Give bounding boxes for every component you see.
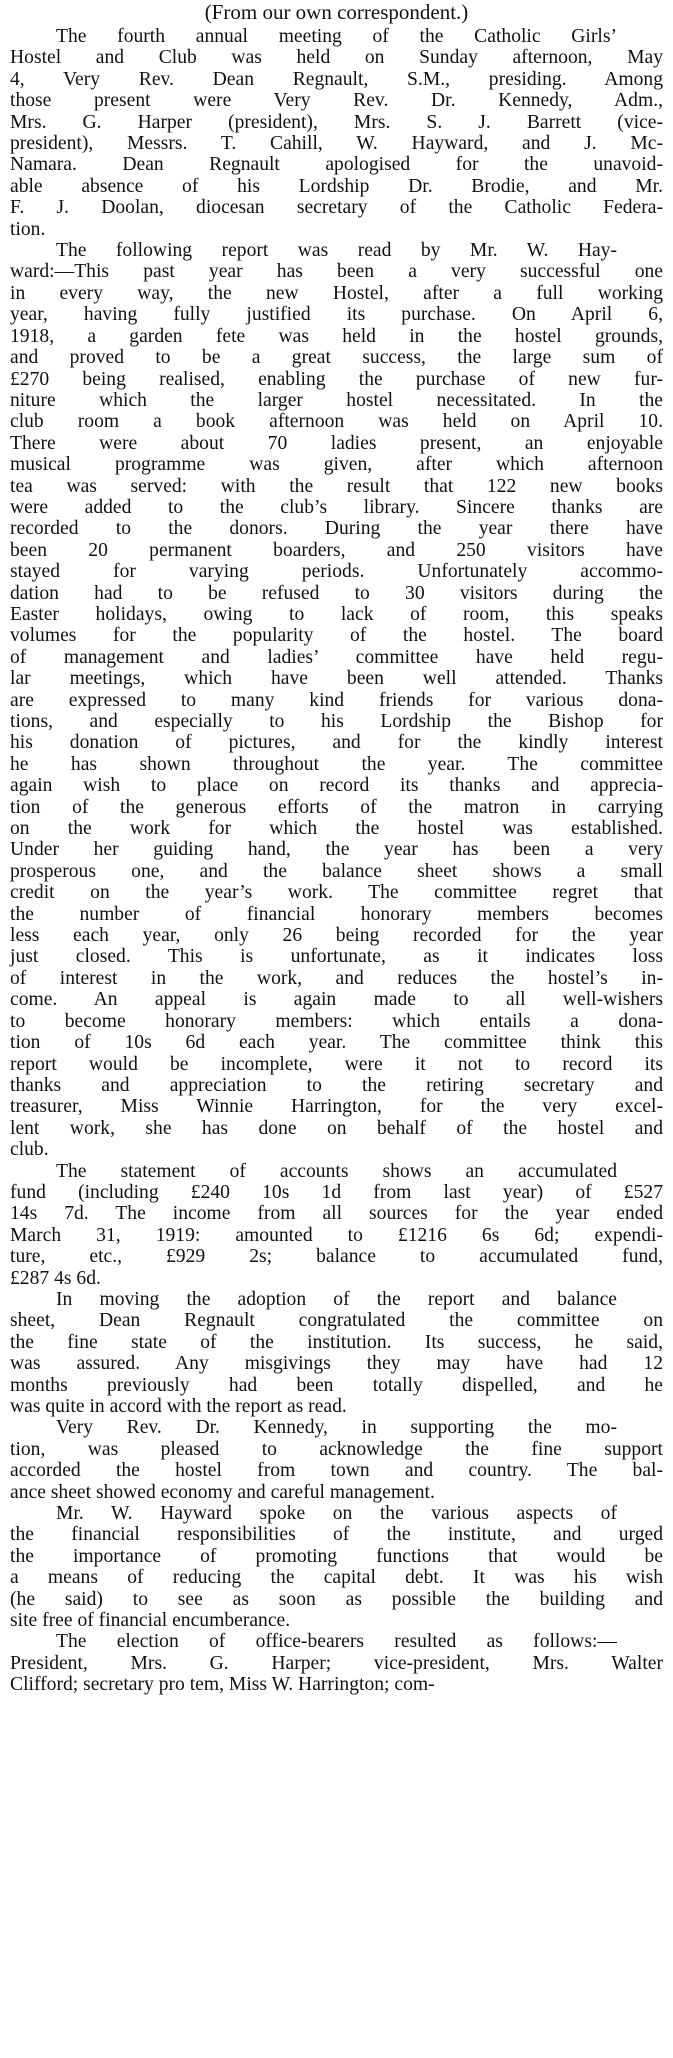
text-line: ture, etc., £929 2s; balance to accumulated fund,: [10, 1246, 663, 1268]
article-paragraph: [10, 1417, 663, 1503]
text-line: year, having fully justified its purchase. On April 6,: [10, 304, 663, 326]
text-line: those present were Very Rev. Dr. Kennedy, Adm.,: [10, 90, 663, 112]
text-line: Mr. W. Hayward spoke on the various aspects of: [56, 1503, 617, 1525]
text-line: on the work for which the hostel was established.: [10, 818, 663, 840]
text-line: Under her guiding hand, the year has been a very: [10, 839, 663, 861]
text-line: lar meetings, which have been well attended. Thanks: [10, 668, 663, 690]
text-line: The statement of accounts shows an accumulated: [56, 1160, 617, 1182]
text-line: 1918, a garden fete was held in the hostel grounds,: [10, 325, 663, 347]
text-line: Very Rev. Dr. Kennedy, in supporting the mo-: [56, 1417, 617, 1439]
text-line: Easter holidays, owing to lack of room, this speaks: [10, 603, 663, 625]
text-line: fund (including £240 10s 1d from last year) of £527: [10, 1181, 663, 1203]
text-line: ance sheet showed economy and careful management.: [10, 1481, 435, 1503]
text-line: come. An appeal is again made to all well-wishers: [10, 989, 663, 1011]
text-line: able absence of his Lordship Dr. Brodie, and Mr.: [10, 175, 663, 197]
text-line: March 31, 1919: amounted to £1216 6s 6d; expendi-: [10, 1224, 663, 1246]
text-line: the importance of promoting functions that would be: [10, 1545, 663, 1567]
article-paragraph: [10, 1289, 663, 1417]
text-line: musical programme was given, after which afternoon: [10, 454, 663, 476]
text-line: are expressed to many kind friends for various dona-: [10, 689, 663, 711]
text-line: months previously had been totally dispelled, and he: [10, 1374, 663, 1396]
text-line: of management and ladies’ committee have held regu-: [10, 646, 663, 668]
text-line: (he said) to see as soon as possible the building and: [10, 1588, 663, 1610]
text-line: prosperous one, and the balance sheet shows a small: [10, 860, 663, 882]
text-line: £287 4s 6d.: [10, 1267, 101, 1289]
article-paragraph: [10, 1631, 663, 1695]
text-line: tion.: [10, 218, 46, 240]
text-line: 14s 7d. The income from all sources for the year ended: [10, 1203, 663, 1225]
text-line: to become honorary members: which entails a dona-: [10, 1010, 663, 1032]
text-line: volumes for the popularity of the hostel. The board: [10, 625, 663, 647]
text-line: report would be incomplete, were it not to record its: [10, 1053, 663, 1075]
text-line: tion of 10s 6d each year. The committee think this: [10, 1032, 663, 1054]
text-line: stayed for varying periods. Unfortunately accommo-: [10, 561, 663, 583]
text-line: ward:—This past year has been a very successful one: [10, 261, 663, 283]
text-line: tion of the generous efforts of the matron in carrying: [10, 796, 663, 818]
article-paragraph: [10, 1161, 663, 1289]
text-line: Mrs. G. Harper (president), Mrs. S. J. Barrett (vice-: [10, 111, 663, 133]
text-line: his donation of pictures, and for the kindly interest: [10, 732, 663, 754]
text-line: recorded to the donors. During the year there have: [10, 518, 663, 540]
text-line: club room a book afternoon was held on April 10.: [10, 411, 663, 433]
text-line: F. J. Doolan, diocesan secretary of the Catholic Federa-: [10, 197, 663, 219]
text-line: accorded the hostel from town and country. The bal-: [10, 1460, 663, 1482]
text-line: Namara. Dean Regnault apologised for the unavoid-: [10, 154, 663, 176]
text-line: President, Mrs. G. Harper; vice-president, Mrs. Walter: [10, 1652, 663, 1674]
text-line: In moving the adoption of the report and balance: [56, 1288, 617, 1310]
article-body: [10, 26, 663, 1696]
text-line: the number of financial honorary members becomes: [10, 903, 663, 925]
text-line: the fine state of the institution. Its success, he said,: [10, 1331, 663, 1353]
text-line: in every way, the new Hostel, after a full working: [10, 282, 663, 304]
article-paragraph: [10, 1503, 663, 1631]
text-line: again wish to place on record its thanks and apprecia-: [10, 775, 663, 797]
text-line: thanks and appreciation to the retiring secretary and: [10, 1074, 663, 1096]
text-line: lent work, she has done on behalf of the hostel and: [10, 1117, 663, 1139]
text-line: been 20 permanent boarders, and 250 visitors have: [10, 539, 663, 561]
text-line: club.: [10, 1139, 49, 1161]
text-line: less each year, only 26 being recorded for the year: [10, 925, 663, 947]
text-line: treasurer, Miss Winnie Harrington, for the very excel-: [10, 1096, 663, 1118]
text-line: tea was served: with the result that 122 new books: [10, 475, 663, 497]
text-line: The election of office-bearers resulted as follows:—: [56, 1631, 617, 1653]
text-line: Clifford; secretary pro tem, Miss W. Harrington; com-: [10, 1674, 435, 1696]
text-line: sheet, Dean Regnault congratulated the committee on: [10, 1310, 663, 1332]
text-line: was quite in accord with the report as read.: [10, 1396, 347, 1417]
text-line: of interest in the work, and reduces the hostel’s in-: [10, 967, 663, 989]
text-line: dation had to be refused to 30 visitors during the: [10, 582, 663, 604]
text-line: The following report was read by Mr. W. Hay-: [56, 240, 617, 262]
text-line: he has shown throughout the year. The committee: [10, 753, 663, 775]
text-line: tions, and especially to his Lordship the Bishop for: [10, 711, 663, 732]
correspondent-heading: (From our own correspondent.): [204, 0, 469, 24]
text-line: 4, Very Rev. Dean Regnault, S.M., presiding. Among: [10, 68, 663, 90]
text-line: tion, was pleased to acknowledge the fine support: [10, 1438, 663, 1460]
text-line: was assured. Any misgivings they may have had 12: [10, 1353, 663, 1375]
text-line: Hostel and Club was held on Sunday afternoon, May: [10, 47, 663, 69]
text-line: were added to the club’s library. Sincere thanks are: [10, 496, 663, 518]
article-paragraph: [10, 26, 663, 240]
text-line: The fourth annual meeting of the Catholic Girls’: [56, 26, 617, 47]
text-line: niture which the larger hostel necessitated. In the: [10, 389, 663, 411]
text-line: There were about 70 ladies present, an enjoyable: [10, 432, 663, 454]
text-line: site free of financial encumberance.: [10, 1610, 291, 1632]
text-line: and proved to be a great success, the large sum of: [10, 347, 663, 369]
text-line: just closed. This is unfortunate, as it indicates loss: [10, 946, 663, 968]
text-line: president), Messrs. T. Cahill, W. Hayward, and J. Mc-: [10, 133, 663, 155]
text-line: £270 being realised, enabling the purchase of new fur-: [10, 368, 663, 390]
text-line: credit on the year’s work. The committee regret that: [10, 882, 663, 904]
article-paragraph: [10, 240, 663, 1160]
text-line: the financial responsibilities of the institute, and urged: [10, 1524, 663, 1546]
text-line: a means of reducing the capital debt. It was his wish: [10, 1567, 663, 1589]
